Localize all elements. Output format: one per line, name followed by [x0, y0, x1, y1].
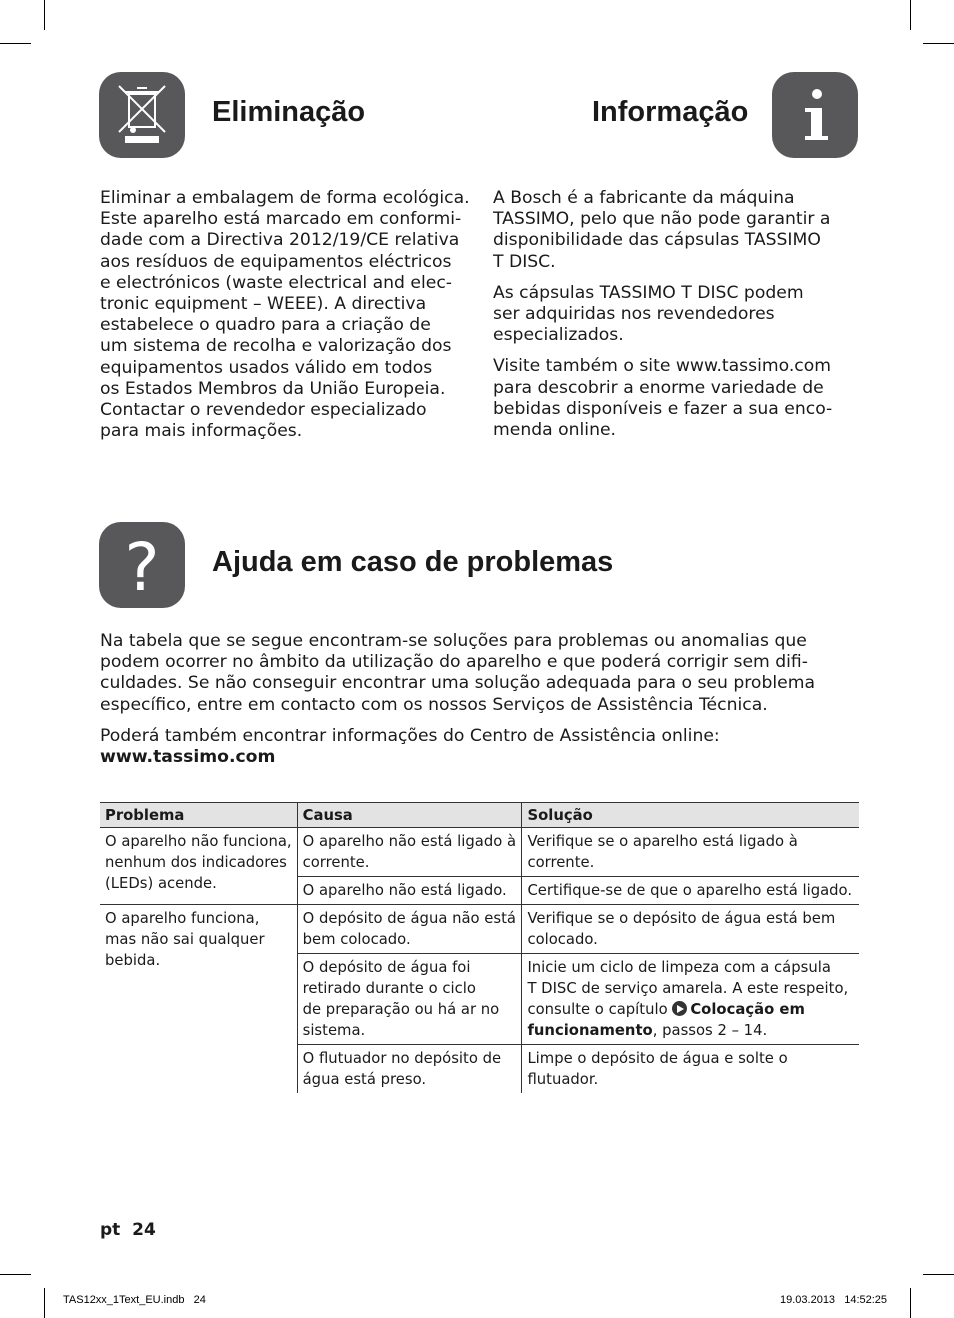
header-cause: Causa	[297, 803, 522, 828]
cause-cell	[297, 877, 522, 905]
text-line: Visite também o site www.tassimo.com	[493, 356, 831, 377]
header-problem: Problema	[100, 803, 297, 828]
problem-cell	[100, 905, 297, 1094]
cell-line: corrente.	[527, 854, 595, 871]
cell-line: Inicie um ciclo de limpeza com a cápsula	[527, 959, 831, 976]
cell-line	[527, 1020, 854, 1041]
help-intro	[100, 631, 860, 778]
info-paragraph-2	[493, 283, 858, 347]
cause-cell	[297, 1045, 522, 1094]
text-line: estabelece o quadro para a criação de	[100, 315, 431, 336]
cell-line: de preparação ou há ar no	[302, 1001, 500, 1018]
solution-cell	[522, 1045, 859, 1094]
crop-mark	[910, 0, 911, 30]
text-line: culdades. Se não conseguir encontrar uma solução adequada para o seu problema	[100, 673, 815, 694]
footer-file: TAS12xx_1Text_EU.indb 24	[63, 1294, 206, 1306]
help-title: Ajuda em caso de problemas	[212, 546, 614, 578]
cell-line: sistema.	[302, 1022, 366, 1039]
cell-line: O depósito de água foi	[302, 959, 471, 976]
problem-cell	[100, 828, 297, 905]
text-line: aos resíduos de equipamentos eléctricos	[100, 251, 452, 272]
information-text	[493, 188, 858, 451]
crop-mark	[0, 1274, 31, 1275]
text-line: Na tabela que se segue encontram-se soluções para problemas ou anomalias que	[100, 631, 807, 651]
solution-cell	[522, 828, 859, 877]
text-line: podem ocorrer no âmbito da utilização do aparelho e que poderá corrigir sem difi-	[100, 652, 808, 673]
table-row	[100, 905, 859, 954]
text-line: os Estados Membros da União Europeia.	[100, 378, 446, 399]
solution-cell	[522, 954, 859, 1045]
footer-date: 19.03.2013 14:52:25	[780, 1294, 888, 1306]
cell-line: retirado durante o ciclo	[302, 980, 476, 997]
text-line: T DISC.	[493, 251, 556, 272]
cell-line: bem colocado.	[302, 931, 411, 948]
text-line: TASSIMO, pelo que não pode garantir a	[493, 209, 831, 230]
text-line: para mais informações.	[100, 421, 303, 442]
text-line: Este aparelho está marcado em conformi-	[100, 209, 462, 230]
cell-text: consulte o capítulo	[527, 1001, 673, 1018]
troubleshooting-table	[100, 802, 859, 1093]
text-line: específico, entre em contacto com os nossos Serviços de Assistência Técnica.	[100, 694, 768, 715]
cell-line: Verifique se o aparelho está ligado à	[527, 833, 798, 850]
disposal-text	[100, 188, 475, 442]
cell-line: O aparelho funciona,	[105, 910, 260, 927]
cell-text: , passos 2 – 14.	[652, 1022, 768, 1039]
text-line: As cápsulas TASSIMO T DISC podem	[493, 282, 804, 303]
svg-text:?: ?	[124, 529, 160, 606]
cell-line: T DISC de serviço amarela. A este respeito,	[527, 980, 849, 997]
question-mark-icon	[99, 522, 185, 608]
crop-mark	[44, 1288, 45, 1318]
crop-mark	[910, 1288, 911, 1318]
cell-line: corrente.	[302, 854, 370, 871]
table-row	[100, 828, 859, 877]
language-code: pt	[100, 1220, 121, 1240]
solution-cell	[522, 905, 859, 954]
crop-mark	[923, 43, 954, 44]
cause-cell	[297, 954, 522, 1045]
text-line: ser adquiridas nos revendedores	[493, 304, 775, 325]
info-paragraph-1	[493, 188, 858, 273]
cell-line: água está preso.	[302, 1071, 427, 1088]
text-line: dade com a Directiva 2012/19/CE relativa	[100, 230, 460, 251]
cause-cell	[297, 828, 522, 877]
text-line: especializados.	[493, 325, 624, 346]
info-icon	[772, 72, 858, 158]
disposal-title: Eliminação	[212, 96, 366, 128]
crossed-out-bin-icon	[99, 72, 185, 158]
cell-line: flutuador.	[527, 1071, 599, 1088]
website-link[interactable]: www.tassimo.com	[100, 747, 276, 768]
cell-line: O flutuador no depósito de	[302, 1050, 502, 1067]
crop-mark	[923, 1274, 954, 1275]
chapter-reference-icon	[672, 1001, 687, 1016]
cell-line: O depósito de água não está	[302, 910, 516, 927]
table-header-row	[100, 803, 859, 828]
text-line: para descobrir a enorme variedade de	[493, 377, 824, 398]
cell-line: Verifique se o depósito de água está bem	[527, 910, 836, 927]
text-line: Contactar o revendedor especializado	[100, 400, 427, 421]
cell-line: bebida.	[105, 952, 161, 969]
text-line: equipamentos usados válido em todos	[100, 357, 433, 378]
cell-line	[527, 999, 854, 1020]
info-paragraph-3	[493, 356, 858, 441]
chapter-reference: funcionamento	[527, 1022, 653, 1039]
page-number-value: 24	[132, 1220, 156, 1240]
chapter-reference: Colocação em	[690, 1001, 805, 1018]
text-line: um sistema de recolha e valorização dos	[100, 336, 452, 357]
text-line: e electrónicos (waste electrical and elec-	[100, 272, 452, 293]
cell-line: O aparelho não está ligado.	[302, 882, 507, 899]
help-intro-paragraph	[100, 631, 860, 716]
crop-mark	[0, 43, 31, 44]
cell-line: O aparelho não funciona,	[105, 833, 292, 850]
cell-line: Certifique-se de que o aparelho está ligado.	[527, 882, 853, 899]
cell-line: O aparelho não está ligado à	[302, 833, 517, 850]
help-online-paragraph	[100, 726, 860, 768]
cell-line: colocado.	[527, 931, 598, 948]
text-line: bebidas disponíveis e fazer a sua enco-	[493, 398, 833, 419]
cause-cell	[297, 905, 522, 954]
text-line: menda online.	[493, 420, 617, 441]
text-line: tronic equipment – WEEE). A directiva	[100, 294, 427, 315]
text-line: disponibilidade das cápsulas TASSIMO	[493, 230, 821, 251]
text-line: A Bosch é a fabricante da máquina	[493, 188, 795, 208]
solution-cell	[522, 877, 859, 905]
text-line: Eliminar a embalagem de forma ecológica.	[100, 188, 470, 208]
cell-line: nenhum dos indicadores	[105, 854, 287, 871]
page-number	[100, 1220, 156, 1240]
crop-mark	[44, 0, 45, 30]
information-title: Informação	[592, 96, 749, 128]
text-line: Poderá também encontrar informações do Centro de Assistência online:	[100, 725, 720, 746]
header-solution: Solução	[522, 803, 859, 828]
cell-line: (LEDs) acende.	[105, 875, 217, 892]
cell-line: Limpe o depósito de água e solte o	[527, 1050, 788, 1067]
cell-line: mas não sai qualquer	[105, 931, 265, 948]
